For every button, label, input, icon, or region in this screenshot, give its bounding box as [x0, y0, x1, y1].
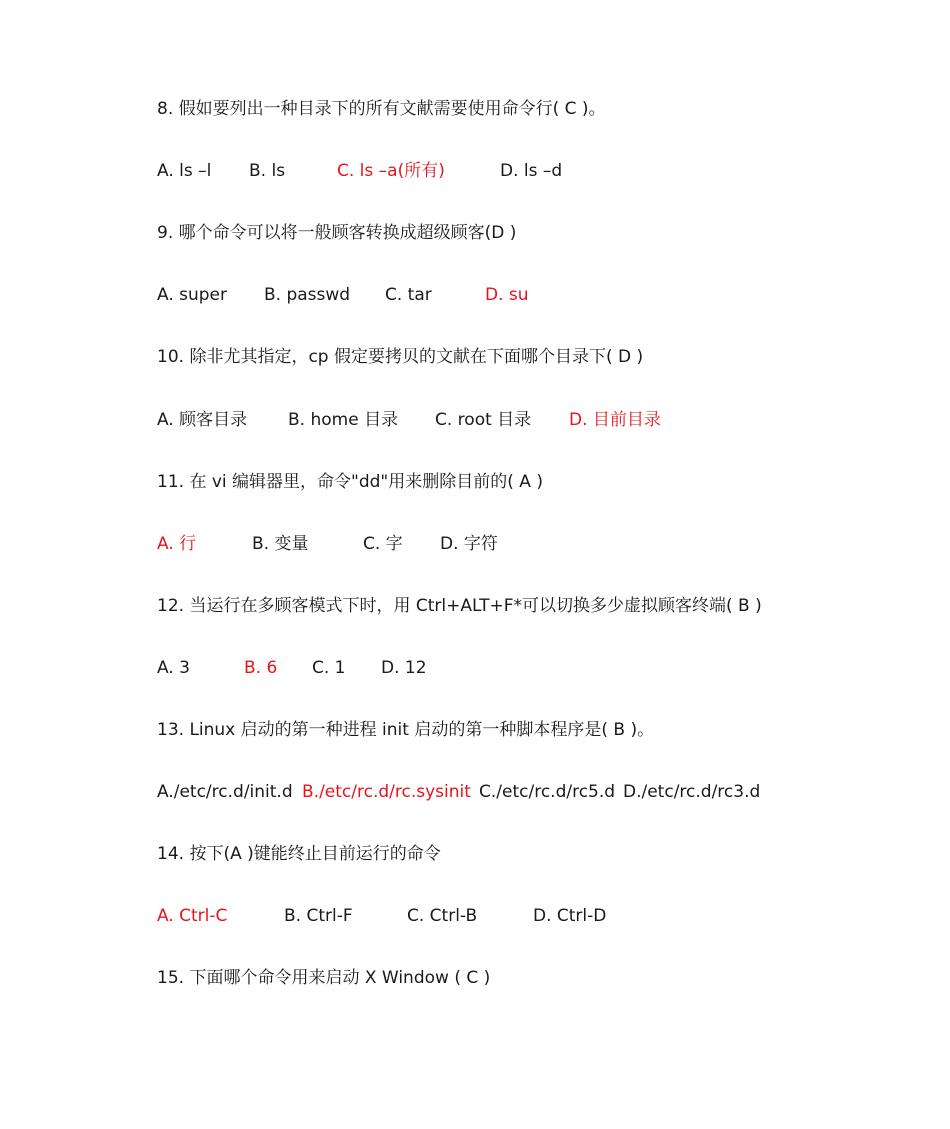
q10-option-b: B. home 目录 [288, 410, 399, 430]
q12-option-a: A. 3 [157, 658, 190, 678]
q14-option-b: B. Ctrl-F [284, 906, 353, 926]
question-8-stem: 8. 假如要列出一种目录下的所有文献需要使用命令行( C )。 [157, 99, 606, 119]
q8-option-d: D. ls –d [500, 161, 563, 181]
question-14-stem: 14. 按下(A )键能终止目前运行的命令 [157, 844, 441, 864]
question-15-stem: 15. 下面哪个命令用来启动 X Window ( C ) [157, 968, 491, 988]
q11-option-b: B. 变量 [252, 534, 309, 554]
q11-option-a-correct: A. 行 [157, 534, 197, 554]
q14-option-a-correct: A. Ctrl-C [157, 906, 228, 926]
q9-option-d-correct: D. su [485, 285, 529, 305]
q12-option-c: C. 1 [312, 658, 346, 678]
q10-option-c: C. root 目录 [435, 410, 532, 430]
question-13-stem: 13. Linux 启动的第一种进程 init 启动的第一种脚本程序是( B )。 [157, 720, 655, 740]
q10-option-a: A. 顾客目录 [157, 410, 248, 430]
q13-option-d: D./etc/rc.d/rc3.d [623, 782, 761, 802]
question-10-stem: 10. 除非尤其指定，cp 假定要拷贝的文献在下面哪个目录下( D ) [157, 347, 644, 367]
question-12-stem: 12. 当运行在多顾客模式下时，用 Ctrl+ALT+F*可以切换多少虚拟顾客终端( B ) [157, 596, 762, 616]
q11-option-c: C. 字 [363, 534, 403, 554]
q9-option-a: A. super [157, 285, 228, 305]
q9-option-b: B. passwd [264, 285, 351, 305]
question-11-stem: 11. 在 vi 编辑器里，命令"dd"用来删除目前的( A ) [157, 472, 543, 492]
q8-option-c-correct: C. ls –a(所有) [337, 161, 445, 181]
q12-option-d: D. 12 [381, 658, 427, 678]
q13-option-c: C./etc/rc.d/rc5.d [479, 782, 616, 802]
q11-option-d: D. 字符 [440, 534, 498, 554]
q13-option-b-correct: B./etc/rc.d/rc.sysinit [302, 782, 471, 802]
q9-option-c: C. tar [385, 285, 432, 305]
question-9-stem: 9. 哪个命令可以将一般顾客转换成超级顾客(D ) [157, 223, 517, 243]
q13-option-a: A./etc/rc.d/init.d [157, 782, 293, 802]
q8-option-b: B. ls [249, 161, 286, 181]
q10-option-d-correct: D. 目前目录 [569, 410, 661, 430]
q8-option-a: A. ls –l [157, 161, 212, 181]
q12-option-b-correct: B. 6 [244, 658, 278, 678]
q14-option-d: D. Ctrl-D [533, 906, 607, 926]
q14-option-c: C. Ctrl-B [407, 906, 478, 926]
